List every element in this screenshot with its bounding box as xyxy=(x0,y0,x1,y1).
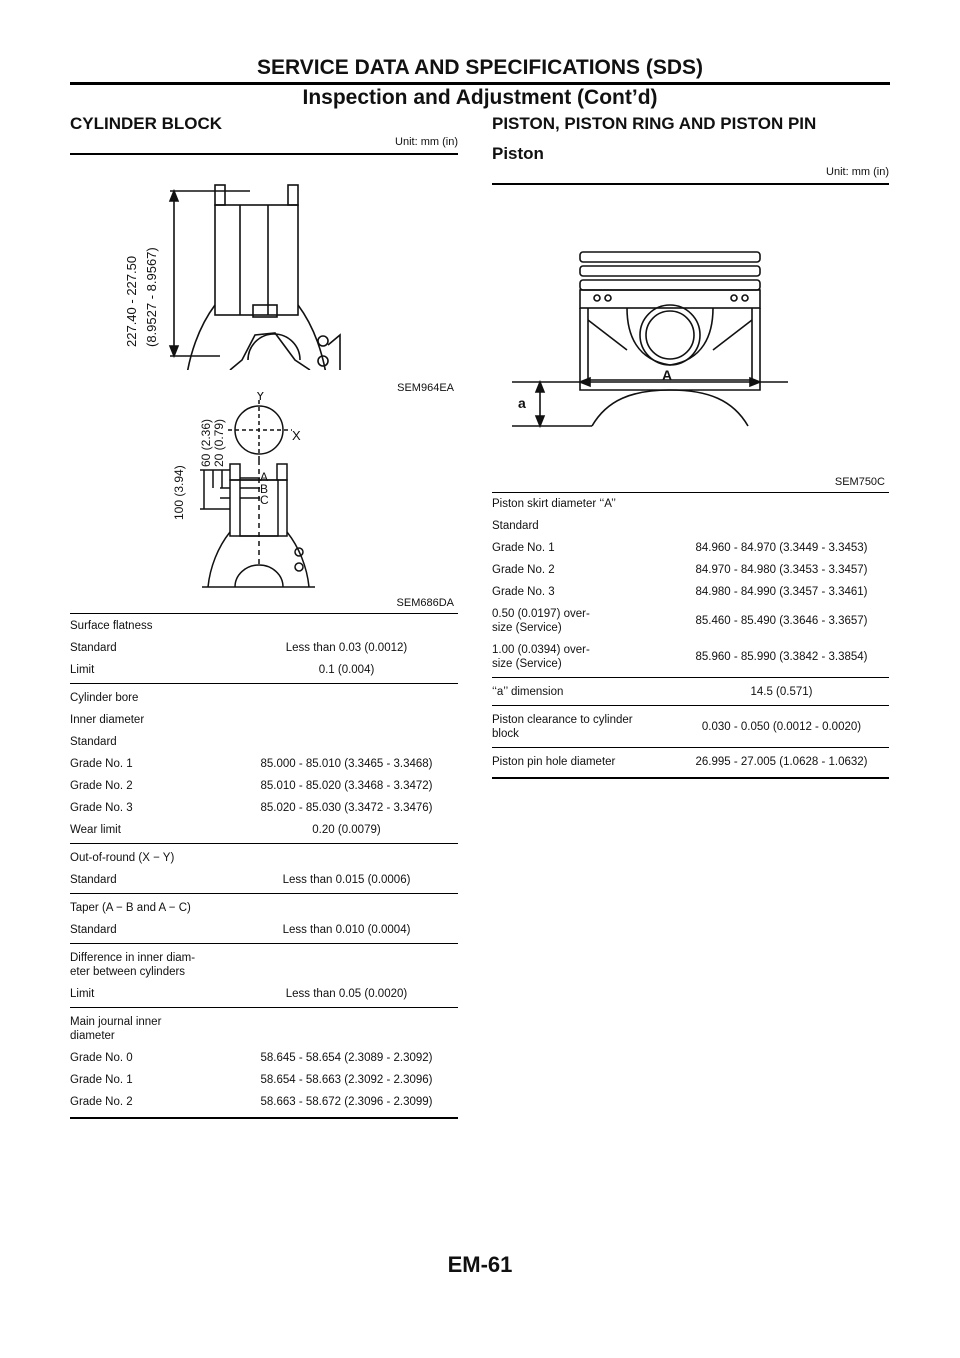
piston-spec-table xyxy=(492,493,889,779)
table-row xyxy=(70,844,458,870)
spec-value: 14.5 (0.571) xyxy=(674,678,889,706)
cylinder-block-section xyxy=(70,112,458,370)
table-row xyxy=(70,983,458,1008)
table-row xyxy=(492,706,889,748)
spec-label: Out-of-round (X − Y) xyxy=(70,852,175,864)
spec-label: Main journal inner diameter xyxy=(70,1016,162,1042)
table-row xyxy=(70,869,458,894)
spec-value: 58.654 - 58.663 (2.3092 - 2.3096) xyxy=(260,1074,433,1086)
spec-label: Grade No. 3 xyxy=(492,586,555,598)
spec-value: 0.20 (0.0079) xyxy=(235,819,458,844)
cylinder-height-figure xyxy=(70,155,458,370)
page-number: EM-61 xyxy=(447,1252,513,1277)
piston-section-title: PISTON, PISTON RING AND PISTON PIN xyxy=(492,114,817,133)
spec-value xyxy=(235,684,458,710)
dim-100-text: 100 (3.94) xyxy=(172,465,186,520)
figure-divider xyxy=(70,613,458,614)
spec-value: 58.645 - 58.654 (2.3089 - 2.3092) xyxy=(260,1052,433,1064)
height-dimension-inch-text: (8.9527 - 8.9567) xyxy=(144,247,159,347)
spec-value: 26.995 - 27.005 (1.0628 - 1.0632) xyxy=(674,748,889,779)
spec-label: Standard xyxy=(70,736,117,748)
spec-value: 0.1 (0.004) xyxy=(235,659,458,684)
table-row xyxy=(70,659,458,684)
spec-label: Grade No. 1 xyxy=(70,758,133,770)
axis-x-label: X xyxy=(292,428,301,443)
spec-label: 1.00 (0.0394) over- size (Service) xyxy=(492,639,674,678)
spec-table-left xyxy=(70,615,458,1119)
spec-value xyxy=(235,709,458,731)
dim-20-text: 20 (0.79) xyxy=(212,418,226,467)
spec-label: Piston clearance to cylinder block xyxy=(492,706,674,748)
spec-value xyxy=(235,1008,458,1048)
spec-value: 58.663 - 58.672 (2.3096 - 2.3099) xyxy=(235,1091,458,1118)
table-row xyxy=(70,797,458,819)
spec-value xyxy=(235,894,458,920)
spec-table-right xyxy=(492,493,889,779)
spec-value xyxy=(235,615,458,637)
dim-60-text: 60 (2.36) xyxy=(199,418,213,467)
table-row xyxy=(70,753,458,775)
figure-code-sem964ea: SEM964EA xyxy=(397,382,454,394)
spec-label: Taper (A − B and A − C) xyxy=(70,902,191,914)
spec-label: Standard xyxy=(70,919,235,944)
axis-y-label: Y xyxy=(256,392,265,403)
spec-value: Less than 0.010 (0.0004) xyxy=(235,919,458,944)
table-row xyxy=(492,515,889,537)
spec-label: Difference in inner diam- eter between cylinders xyxy=(70,952,196,978)
table-row xyxy=(492,748,889,779)
table-row xyxy=(492,639,889,678)
spec-value: 84.980 - 84.990 (3.3457 - 3.3461) xyxy=(695,586,868,598)
table-row xyxy=(492,559,889,581)
spec-value: 84.960 - 84.970 (3.3449 - 3.3453) xyxy=(695,542,868,554)
spec-label: Grade No. 0 xyxy=(70,1052,133,1064)
point-b-label: B xyxy=(260,482,269,496)
spec-label: 0.50 (0.0197) over- size (Service) xyxy=(492,608,590,634)
table-row xyxy=(70,1008,458,1048)
spec-label: Grade No. 1 xyxy=(70,1074,133,1086)
spec-label: Standard xyxy=(70,869,235,894)
cylinder-block-title: CYLINDER BLOCK xyxy=(70,114,223,133)
spec-value xyxy=(674,493,889,515)
spec-value: Less than 0.05 (0.0020) xyxy=(235,983,458,1008)
cylinder-bore-measurement-drawing xyxy=(70,392,458,597)
cylinder-block-side-drawing xyxy=(70,155,458,370)
table-row xyxy=(70,709,458,731)
spec-value: Less than 0.03 (0.0012) xyxy=(285,642,408,654)
header-title: SERVICE DATA AND SPECIFICATIONS (SDS) xyxy=(256,56,704,79)
spec-label: Limit xyxy=(70,983,235,1008)
spec-label: Wear limit xyxy=(70,819,235,844)
piston-section-rule xyxy=(492,183,889,185)
spec-value xyxy=(235,731,458,753)
spec-label: Grade No. 2 xyxy=(70,1091,235,1118)
height-dimension-text: 227.40 - 227.50 xyxy=(124,255,139,347)
dimension-a-upper-label: A xyxy=(662,367,673,383)
table-row xyxy=(70,684,458,710)
piston-section xyxy=(492,112,889,185)
piston-figure xyxy=(492,190,889,470)
spec-value: 85.960 - 85.990 (3.3842 - 3.3854) xyxy=(674,639,889,678)
spec-label: Grade No. 2 xyxy=(492,564,555,576)
table-row xyxy=(70,1047,458,1069)
spec-label: Grade No. 3 xyxy=(70,802,133,814)
spec-value: Less than 0.015 (0.0006) xyxy=(235,869,458,894)
spec-value xyxy=(235,844,458,870)
spec-value: 85.000 - 85.010 (3.3465 - 3.3468) xyxy=(260,758,433,770)
spec-value: 85.010 - 85.020 (3.3468 - 3.3472) xyxy=(260,780,433,792)
table-row xyxy=(70,1091,458,1118)
table-row xyxy=(70,919,458,944)
header-rule xyxy=(70,82,890,85)
table-row xyxy=(492,493,889,515)
table-row xyxy=(70,731,458,753)
figure-code-sem686da: SEM686DA xyxy=(396,597,454,609)
spec-value: 84.970 - 84.980 (3.3453 - 3.3457) xyxy=(695,564,868,576)
spec-label: Limit xyxy=(70,659,235,684)
spec-label: Piston skirt diameter ‘‘A’’ xyxy=(492,498,616,510)
spec-label: ‘‘a’’ dimension xyxy=(492,678,674,706)
spec-label: Cylinder bore xyxy=(70,692,139,704)
table-row xyxy=(492,603,889,639)
spec-value xyxy=(235,944,458,984)
dimension-a-lower-label: a xyxy=(518,395,526,411)
table-row xyxy=(70,637,458,659)
table-row xyxy=(492,581,889,603)
table-row xyxy=(492,537,889,559)
piston-unit-label: Unit: mm (in) xyxy=(826,166,889,178)
table-row xyxy=(70,615,458,637)
spec-label: Surface flatness xyxy=(70,620,153,632)
spec-label: Standard xyxy=(492,520,539,532)
point-a-label: A xyxy=(260,470,269,484)
table-row xyxy=(70,894,458,920)
spec-label: Piston pin hole diameter xyxy=(492,748,674,779)
table-row xyxy=(70,819,458,844)
table-row xyxy=(70,775,458,797)
spec-label: Inner diameter xyxy=(70,714,145,726)
header-subtitle: Inspection and Adjustment (Cont’d) xyxy=(302,86,658,109)
spec-label: Standard xyxy=(70,642,117,654)
cylinder-block-spec-table xyxy=(70,615,458,1119)
table-row xyxy=(70,1069,458,1091)
spec-value xyxy=(674,515,889,537)
spec-value: 85.020 - 85.030 (3.3472 - 3.3476) xyxy=(260,802,433,814)
spec-value: 0.030 - 0.050 (0.0012 - 0.0020) xyxy=(674,706,889,748)
spec-label: Grade No. 1 xyxy=(492,542,555,554)
point-c-label: C xyxy=(260,493,269,507)
cylinder-bore-figure xyxy=(70,392,458,597)
figure-code-sem750c: SEM750C xyxy=(834,476,885,488)
table-row xyxy=(492,678,889,706)
piston-subtitle: Piston xyxy=(492,144,544,163)
spec-value: 85.460 - 85.490 (3.3646 - 3.3657) xyxy=(695,615,868,627)
spec-label: Grade No. 2 xyxy=(70,780,133,792)
table-row xyxy=(70,944,458,984)
piston-drawing xyxy=(492,190,889,470)
unit-label: Unit: mm (in) xyxy=(395,136,458,148)
